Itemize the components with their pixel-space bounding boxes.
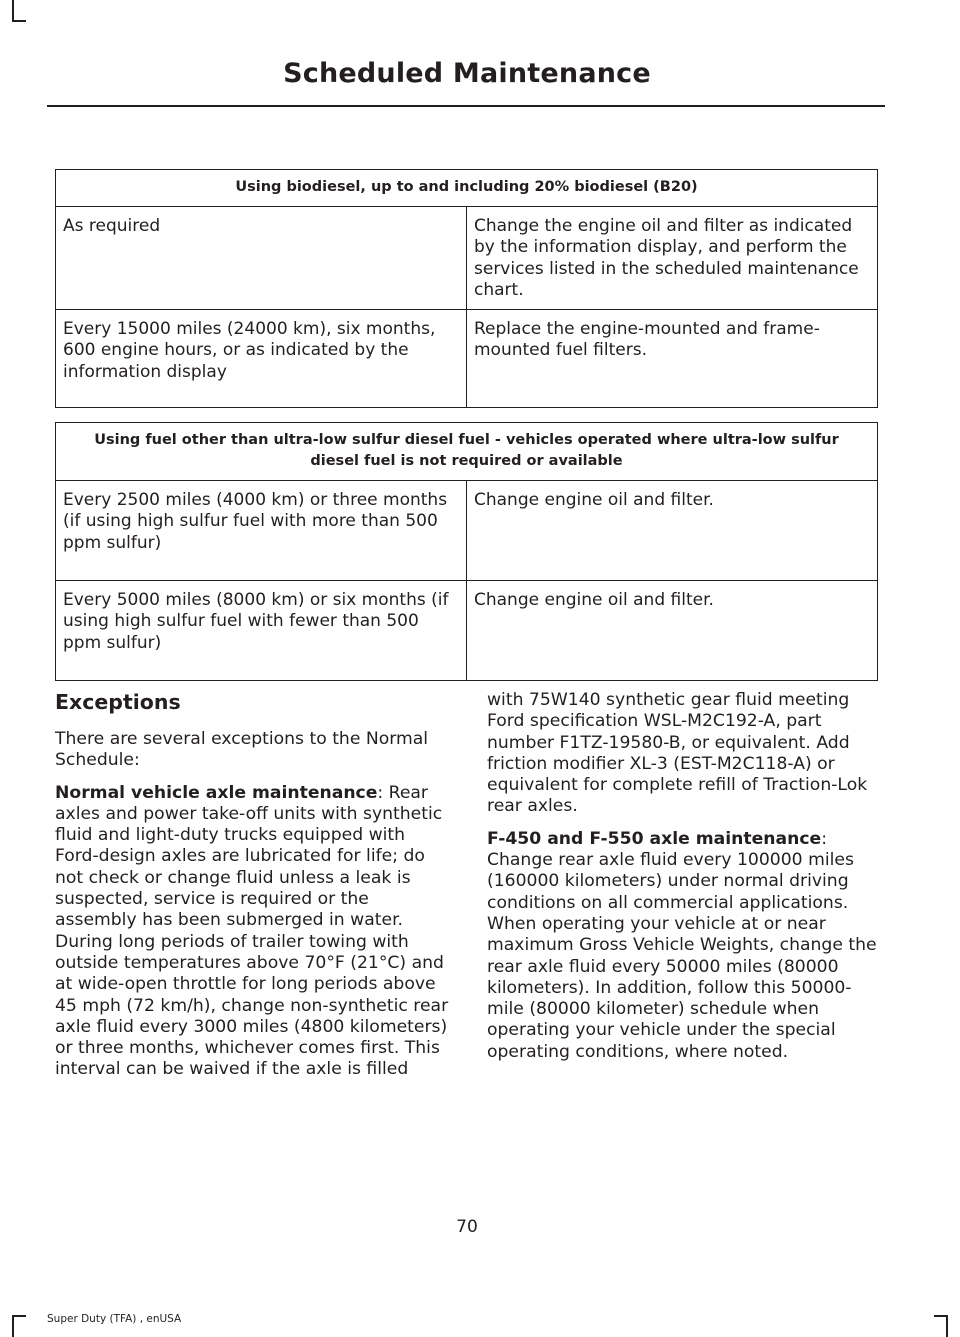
exceptions-heading: Exceptions	[55, 690, 181, 714]
axle-maintenance-label: Normal vehicle axle maintenance	[55, 782, 378, 803]
crop-mark	[14, 20, 26, 22]
exceptions-intro: There are several exceptions to the Normal Schedule:	[55, 729, 429, 771]
crop-mark	[12, 1315, 14, 1337]
table-row	[56, 207, 878, 310]
crop-mark	[934, 1315, 946, 1317]
crop-mark	[14, 1315, 26, 1317]
right-text-column	[487, 690, 882, 1074]
crop-mark	[946, 1315, 948, 1337]
interval-cell: Every 5000 miles (8000 km) or six months (if using high sulfur fuel with fewer than 500 ppm sulfur)	[56, 581, 467, 681]
biodiesel-maintenance-table	[55, 169, 878, 408]
f450-maintenance-paragraph	[487, 829, 882, 1063]
table-title: Using fuel other than ultra-low sulfur diesel fuel - vehicles operated where ultra-low sulfur diesel fuel is not required or available	[56, 423, 878, 481]
page-title: Scheduled Maintenance	[283, 58, 651, 89]
page-number: 70	[456, 1217, 478, 1237]
footer-text: Super Duty (TFA) , enUSA	[47, 1313, 182, 1325]
left-text-column	[55, 690, 450, 1092]
table-row	[56, 481, 878, 581]
action-cell: Change engine oil and filter.	[467, 481, 878, 581]
action-cell: Replace the engine-mounted and frame-mounted fuel filters.	[467, 310, 878, 408]
f450-maintenance-text: : Change rear axle fluid every 100000 miles (160000 kilometers) under normal driving conditions on all commercial applications. When operating your vehicle at or near maximum Gross Vehicle Weights, change the rear axle fluid every 50000 miles (80000 kilometers). In addition, follow this 50000-mile (80000 kilometer) schedule when operating your vehicle under the special operating conditions, where noted.	[487, 828, 877, 1062]
axle-maintenance-text: : Rear axles and power take-off units with synthetic fluid and light-duty trucks equipped with Ford-design axles are lubricated for life; do not check or change fluid unless a leak is suspected, service is required or the assembly has been submerged in water. During long periods of trailer towing with outside temperatures above 70°F (21°C) and at wide-open throttle for long periods above 45 mph (72 km/h), change non-synthetic rear axle fluid every 3000 miles (4800 kilometers) or three months, whichever comes first. This interval can be waived if the axle is filled	[55, 782, 449, 1080]
table-row	[56, 581, 878, 681]
table-row	[56, 310, 878, 408]
axle-maintenance-continued: with 75W140 synthetic gear fluid meeting Ford specification WSL-M2C192-A, part number F1TZ-19580-B, or equivalent. Add friction modifier XL-3 (EST-M2C118-A) or equivalent for complete refill of Traction-Lok rear axles.	[487, 690, 868, 817]
action-cell: Change the engine oil and filter as indicated by the information display, and perform the services listed in the scheduled maintenance chart.	[467, 207, 878, 310]
action-cell: Change engine oil and filter.	[467, 581, 878, 681]
header-divider	[47, 105, 885, 107]
interval-cell: Every 15000 miles (24000 km), six months, 600 engine hours, or as indicated by the information display	[56, 310, 467, 408]
interval-cell: As required	[56, 207, 467, 310]
interval-cell: Every 2500 miles (4000 km) or three months (if using high sulfur fuel with more than 500 ppm sulfur)	[56, 481, 467, 581]
axle-maintenance-paragraph	[55, 783, 450, 1081]
crop-mark	[12, 0, 14, 22]
f450-maintenance-label: F-450 and F-550 axle maintenance	[487, 828, 822, 849]
table-title: Using biodiesel, up to and including 20% biodiesel (B20)	[56, 170, 878, 207]
high-sulfur-maintenance-table	[55, 422, 878, 681]
